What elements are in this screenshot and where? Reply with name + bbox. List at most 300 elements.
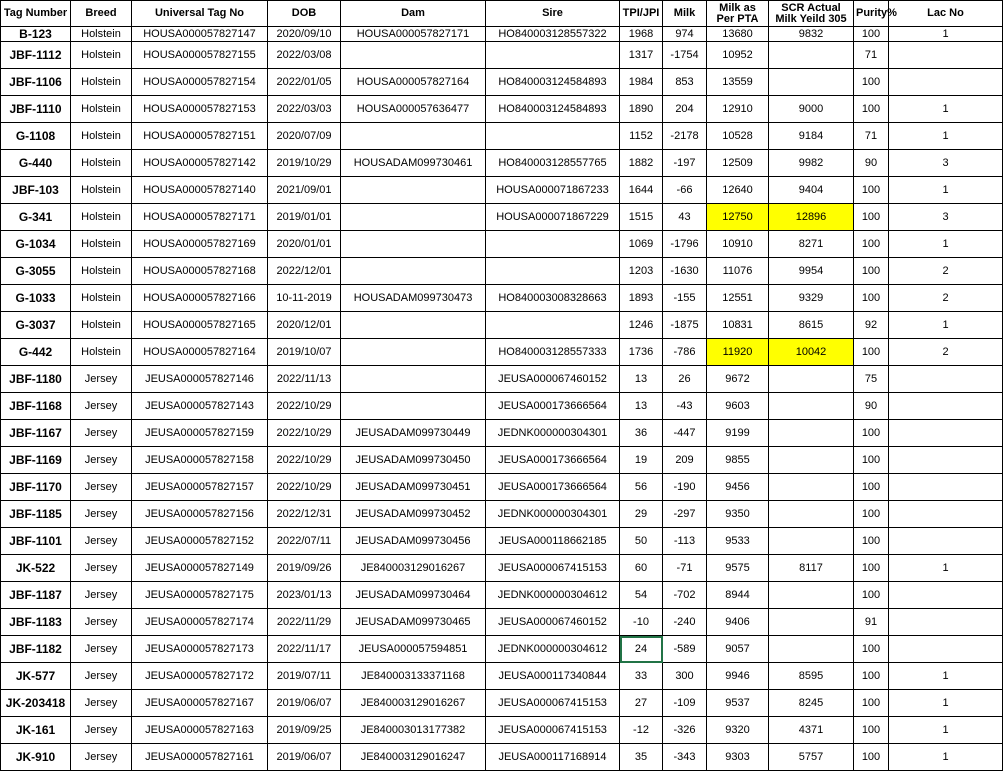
cell-lac-no[interactable] (889, 474, 1003, 501)
cell-scr-actual[interactable]: 8615 (769, 312, 854, 339)
cell-dob[interactable]: 2022/10/29 (268, 474, 341, 501)
cell-dam[interactable] (341, 204, 486, 231)
cell-milk[interactable]: 300 (663, 663, 707, 690)
cell-milk[interactable]: -109 (663, 690, 707, 717)
cell-milk[interactable]: 26 (663, 366, 707, 393)
cell-breed[interactable]: Holstein (71, 258, 132, 285)
cell-tpi-jpi[interactable]: 1968 (620, 27, 663, 42)
cell-lac-no[interactable]: 3 (889, 150, 1003, 177)
cell-dam[interactable] (341, 42, 486, 69)
cell-milk[interactable]: -240 (663, 609, 707, 636)
col-header-dob[interactable]: DOB (268, 1, 341, 27)
cell-milk-pta[interactable]: 9199 (707, 420, 769, 447)
cell-milk-pta[interactable]: 9303 (707, 744, 769, 771)
cell-lac-no[interactable] (889, 42, 1003, 69)
cell-milk[interactable]: -1875 (663, 312, 707, 339)
cell-scr-actual[interactable]: 9184 (769, 123, 854, 150)
cell-breed[interactable]: Holstein (71, 69, 132, 96)
cell-milk[interactable]: -1754 (663, 42, 707, 69)
cell-tpi-jpi[interactable]: -12 (620, 717, 663, 744)
cell-milk[interactable]: -1630 (663, 258, 707, 285)
cell-lac-no[interactable] (889, 393, 1003, 420)
cell-purity[interactable]: 100 (854, 744, 889, 771)
cell-milk[interactable]: -297 (663, 501, 707, 528)
cell-tpi-jpi[interactable]: 1644 (620, 177, 663, 204)
cell-purity[interactable]: 100 (854, 501, 889, 528)
cell-tag-number[interactable]: JBF-1180 (1, 366, 71, 393)
cell-tag-number[interactable]: JBF-103 (1, 177, 71, 204)
cell-tpi-jpi[interactable]: 35 (620, 744, 663, 771)
cell-tpi-jpi[interactable]: 1893 (620, 285, 663, 312)
cell-dam[interactable] (341, 177, 486, 204)
cell-sire[interactable]: JEDNK000000304301 (486, 501, 620, 528)
cell-breed[interactable]: Jersey (71, 609, 132, 636)
cell-dob[interactable]: 2019/07/11 (268, 663, 341, 690)
cell-milk[interactable]: -43 (663, 393, 707, 420)
col-header-lac-no[interactable]: Lac No (889, 1, 1003, 27)
cell-tpi-jpi[interactable]: 50 (620, 528, 663, 555)
cell-milk-pta[interactable]: 12551 (707, 285, 769, 312)
cell-sire[interactable]: JEUSA000173666564 (486, 447, 620, 474)
cell-milk[interactable]: -71 (663, 555, 707, 582)
cell-tag-number[interactable]: G-1108 (1, 123, 71, 150)
cell-dam[interactable] (341, 258, 486, 285)
cell-milk[interactable]: -326 (663, 717, 707, 744)
cell-milk[interactable]: 209 (663, 447, 707, 474)
cell-milk[interactable]: -589 (663, 636, 707, 663)
cell-milk-pta[interactable]: 9672 (707, 366, 769, 393)
cell-dam[interactable]: JEUSADAM099730449 (341, 420, 486, 447)
cell-milk-pta[interactable]: 12509 (707, 150, 769, 177)
cell-universal-tag[interactable]: HOUSA000057827147 (132, 27, 268, 42)
cell-lac-no[interactable]: 2 (889, 285, 1003, 312)
cell-milk-pta[interactable]: 9406 (707, 609, 769, 636)
cell-tag-number[interactable]: G-442 (1, 339, 71, 366)
cell-purity[interactable]: 90 (854, 150, 889, 177)
cell-milk[interactable]: 204 (663, 96, 707, 123)
cell-milk[interactable]: -1796 (663, 231, 707, 258)
cell-dob[interactable]: 2022/11/29 (268, 609, 341, 636)
cell-dob[interactable]: 2022/07/11 (268, 528, 341, 555)
col-header-scr-actual[interactable]: SCR Actual Milk Yeild 305 (769, 1, 854, 27)
cell-sire[interactable]: JEDNK000000304612 (486, 582, 620, 609)
cell-milk-pta[interactable]: 11076 (707, 258, 769, 285)
col-header-milk-pta[interactable]: Milk as Per PTA (707, 1, 769, 27)
cell-universal-tag[interactable]: HOUSA000057827140 (132, 177, 268, 204)
cell-milk-pta[interactable]: 12640 (707, 177, 769, 204)
cell-milk-pta[interactable]: 10910 (707, 231, 769, 258)
cell-purity[interactable]: 100 (854, 555, 889, 582)
cell-dob[interactable]: 2022/12/31 (268, 501, 341, 528)
cell-milk-pta[interactable]: 9456 (707, 474, 769, 501)
cell-breed[interactable]: Holstein (71, 27, 132, 42)
cell-universal-tag[interactable]: JEUSA000057827163 (132, 717, 268, 744)
cell-milk-pta[interactable]: 9575 (707, 555, 769, 582)
cell-breed[interactable]: Jersey (71, 744, 132, 771)
cell-tag-number[interactable]: JBF-1168 (1, 393, 71, 420)
cell-milk[interactable]: -155 (663, 285, 707, 312)
cell-universal-tag[interactable]: JEUSA000057827156 (132, 501, 268, 528)
cell-breed[interactable]: Holstein (71, 177, 132, 204)
cell-tpi-jpi[interactable]: 1882 (620, 150, 663, 177)
cell-scr-actual[interactable] (769, 366, 854, 393)
cell-dam[interactable] (341, 231, 486, 258)
cell-sire[interactable]: JEUSA000117168914 (486, 744, 620, 771)
cell-dam[interactable]: JE840003013177382 (341, 717, 486, 744)
col-header-sire[interactable]: Sire (486, 1, 620, 27)
cell-tag-number[interactable]: JBF-1182 (1, 636, 71, 663)
cell-tpi-jpi[interactable]: 1890 (620, 96, 663, 123)
cell-purity[interactable]: 100 (854, 27, 889, 42)
cell-breed[interactable]: Holstein (71, 312, 132, 339)
cell-sire[interactable] (486, 258, 620, 285)
cell-purity[interactable]: 100 (854, 231, 889, 258)
cell-scr-actual[interactable]: 9954 (769, 258, 854, 285)
cell-dam[interactable]: JEUSADAM099730456 (341, 528, 486, 555)
cell-purity[interactable]: 100 (854, 420, 889, 447)
cell-lac-no[interactable]: 1 (889, 555, 1003, 582)
cell-lac-no[interactable] (889, 447, 1003, 474)
cell-tpi-jpi[interactable]: 19 (620, 447, 663, 474)
cell-dob[interactable]: 2022/03/03 (268, 96, 341, 123)
cell-lac-no[interactable]: 1 (889, 312, 1003, 339)
cell-sire[interactable]: HO840003128557333 (486, 339, 620, 366)
cell-tpi-jpi[interactable]: -10 (620, 609, 663, 636)
cell-lac-no[interactable] (889, 582, 1003, 609)
cell-sire[interactable]: JEDNK000000304612 (486, 636, 620, 663)
cell-milk-pta[interactable]: 8944 (707, 582, 769, 609)
cell-milk[interactable]: -66 (663, 177, 707, 204)
cell-universal-tag[interactable]: HOUSA000057827164 (132, 339, 268, 366)
cell-dob[interactable]: 2022/10/29 (268, 447, 341, 474)
cell-scr-actual[interactable]: 9982 (769, 150, 854, 177)
cell-purity[interactable]: 100 (854, 636, 889, 663)
cell-purity[interactable]: 100 (854, 528, 889, 555)
cell-breed[interactable]: Holstein (71, 96, 132, 123)
cell-milk-pta[interactable]: 9533 (707, 528, 769, 555)
cell-dob[interactable]: 2020/01/01 (268, 231, 341, 258)
cell-scr-actual[interactable] (769, 69, 854, 96)
cell-tpi-jpi[interactable]: 24 (620, 636, 663, 663)
col-header-purity[interactable]: Purity% (854, 1, 889, 27)
cell-tag-number[interactable]: G-440 (1, 150, 71, 177)
cell-universal-tag[interactable]: JEUSA000057827175 (132, 582, 268, 609)
cell-tag-number[interactable]: JK-577 (1, 663, 71, 690)
cell-milk[interactable]: -190 (663, 474, 707, 501)
cell-milk[interactable]: -786 (663, 339, 707, 366)
cell-tpi-jpi[interactable]: 56 (620, 474, 663, 501)
col-header-dam[interactable]: Dam (341, 1, 486, 27)
cell-breed[interactable]: Jersey (71, 717, 132, 744)
cell-tpi-jpi[interactable]: 1317 (620, 42, 663, 69)
cell-lac-no[interactable]: 1 (889, 123, 1003, 150)
cell-scr-actual[interactable] (769, 447, 854, 474)
cell-dam[interactable]: JEUSADAM099730464 (341, 582, 486, 609)
cell-sire[interactable]: JEUSA000067460152 (486, 609, 620, 636)
cell-tag-number[interactable]: JK-161 (1, 717, 71, 744)
cell-dam[interactable]: JE840003129016267 (341, 690, 486, 717)
cell-tpi-jpi[interactable]: 1069 (620, 231, 663, 258)
cell-scr-actual[interactable] (769, 501, 854, 528)
cell-purity[interactable]: 100 (854, 285, 889, 312)
cell-dam[interactable]: HOUSA000057827164 (341, 69, 486, 96)
cell-dob[interactable]: 2019/09/25 (268, 717, 341, 744)
cell-milk-pta[interactable]: 10952 (707, 42, 769, 69)
cell-scr-actual[interactable] (769, 609, 854, 636)
cell-dam[interactable] (341, 312, 486, 339)
cell-milk[interactable]: -2178 (663, 123, 707, 150)
cell-dob[interactable]: 2019/01/01 (268, 204, 341, 231)
cell-scr-actual[interactable]: 12896 (769, 204, 854, 231)
cell-dam[interactable]: JE840003129016247 (341, 744, 486, 771)
cell-dam[interactable]: JEUSA000057594851 (341, 636, 486, 663)
cell-lac-no[interactable] (889, 636, 1003, 663)
cell-tag-number[interactable]: JBF-1112 (1, 42, 71, 69)
cell-lac-no[interactable]: 1 (889, 231, 1003, 258)
cell-breed[interactable]: Holstein (71, 42, 132, 69)
cell-tag-number[interactable]: G-1033 (1, 285, 71, 312)
cell-milk[interactable]: 853 (663, 69, 707, 96)
cell-milk-pta[interactable]: 11920 (707, 339, 769, 366)
cell-breed[interactable]: Jersey (71, 528, 132, 555)
cell-scr-actual[interactable]: 9329 (769, 285, 854, 312)
cell-dob[interactable]: 2019/10/07 (268, 339, 341, 366)
cell-tpi-jpi[interactable]: 1984 (620, 69, 663, 96)
cell-tag-number[interactable]: G-3037 (1, 312, 71, 339)
cell-universal-tag[interactable]: JEUSA000057827172 (132, 663, 268, 690)
cell-universal-tag[interactable]: JEUSA000057827167 (132, 690, 268, 717)
cell-purity[interactable]: 100 (854, 204, 889, 231)
cell-lac-no[interactable] (889, 420, 1003, 447)
cell-breed[interactable]: Holstein (71, 339, 132, 366)
cell-tag-number[interactable]: JBF-1169 (1, 447, 71, 474)
cell-milk-pta[interactable]: 13680 (707, 27, 769, 42)
cell-universal-tag[interactable]: JEUSA000057827173 (132, 636, 268, 663)
cell-dob[interactable]: 2020/07/09 (268, 123, 341, 150)
cell-sire[interactable]: JEDNK000000304301 (486, 420, 620, 447)
cell-dob[interactable]: 2019/10/29 (268, 150, 341, 177)
cell-breed[interactable]: Jersey (71, 366, 132, 393)
cell-scr-actual[interactable]: 8245 (769, 690, 854, 717)
cell-milk-pta[interactable]: 9855 (707, 447, 769, 474)
cell-purity[interactable]: 71 (854, 123, 889, 150)
cell-breed[interactable]: Jersey (71, 393, 132, 420)
cell-dam[interactable]: HOUSA000057827171 (341, 27, 486, 42)
cell-sire[interactable]: JEUSA000067415153 (486, 555, 620, 582)
cell-tag-number[interactable]: JK-522 (1, 555, 71, 582)
cell-dob[interactable]: 2019/09/26 (268, 555, 341, 582)
cell-universal-tag[interactable]: JEUSA000057827159 (132, 420, 268, 447)
cell-tpi-jpi[interactable]: 60 (620, 555, 663, 582)
cell-milk-pta[interactable]: 10831 (707, 312, 769, 339)
cell-dam[interactable]: JEUSADAM099730452 (341, 501, 486, 528)
cell-dam[interactable]: JEUSADAM099730451 (341, 474, 486, 501)
cell-universal-tag[interactable]: JEUSA000057827149 (132, 555, 268, 582)
cell-scr-actual[interactable]: 9000 (769, 96, 854, 123)
cell-breed[interactable]: Jersey (71, 582, 132, 609)
cell-tag-number[interactable]: JK-203418 (1, 690, 71, 717)
cell-dob[interactable]: 2020/09/10 (268, 27, 341, 42)
cell-dob[interactable]: 2019/06/07 (268, 690, 341, 717)
cell-breed[interactable]: Jersey (71, 420, 132, 447)
cell-sire[interactable]: JEUSA000067415153 (486, 690, 620, 717)
cell-sire[interactable]: JEUSA000173666564 (486, 393, 620, 420)
cell-sire[interactable]: JEUSA000117340844 (486, 663, 620, 690)
cell-purity[interactable]: 100 (854, 690, 889, 717)
cell-tag-number[interactable]: JBF-1187 (1, 582, 71, 609)
cell-tpi-jpi[interactable]: 27 (620, 690, 663, 717)
cell-universal-tag[interactable]: JEUSA000057827161 (132, 744, 268, 771)
cell-dam[interactable] (341, 123, 486, 150)
cell-scr-actual[interactable] (769, 528, 854, 555)
cell-tag-number[interactable]: G-341 (1, 204, 71, 231)
cell-tag-number[interactable]: G-1034 (1, 231, 71, 258)
cell-sire[interactable]: HOUSA000071867229 (486, 204, 620, 231)
cell-milk-pta[interactable]: 9350 (707, 501, 769, 528)
cell-universal-tag[interactable]: JEUSA000057827158 (132, 447, 268, 474)
cell-tag-number[interactable]: JK-910 (1, 744, 71, 771)
col-header-tag-number[interactable]: Tag Number (1, 1, 71, 27)
cell-tag-number[interactable]: JBF-1185 (1, 501, 71, 528)
cell-sire[interactable] (486, 312, 620, 339)
cell-dob[interactable]: 2022/03/08 (268, 42, 341, 69)
cell-tag-number[interactable]: JBF-1110 (1, 96, 71, 123)
cell-dob[interactable]: 2022/11/17 (268, 636, 341, 663)
cell-scr-actual[interactable]: 10042 (769, 339, 854, 366)
cell-breed[interactable]: Jersey (71, 447, 132, 474)
cell-purity[interactable]: 75 (854, 366, 889, 393)
cell-purity[interactable]: 91 (854, 609, 889, 636)
cell-universal-tag[interactable]: HOUSA000057827166 (132, 285, 268, 312)
cell-scr-actual[interactable]: 8595 (769, 663, 854, 690)
cell-scr-actual[interactable] (769, 393, 854, 420)
cell-universal-tag[interactable]: HOUSA000057827168 (132, 258, 268, 285)
cell-milk[interactable]: -447 (663, 420, 707, 447)
col-header-tpi-jpi[interactable]: TPI/JPI (620, 1, 663, 27)
cell-purity[interactable]: 71 (854, 42, 889, 69)
cell-dam[interactable]: HOUSADAM099730473 (341, 285, 486, 312)
cell-tpi-jpi[interactable]: 13 (620, 393, 663, 420)
cell-dob[interactable]: 2019/06/07 (268, 744, 341, 771)
cell-milk[interactable]: 43 (663, 204, 707, 231)
cell-scr-actual[interactable]: 9832 (769, 27, 854, 42)
cell-milk-pta[interactable]: 9057 (707, 636, 769, 663)
cell-purity[interactable]: 92 (854, 312, 889, 339)
cell-tpi-jpi[interactable]: 29 (620, 501, 663, 528)
cell-tpi-jpi[interactable]: 36 (620, 420, 663, 447)
cell-purity[interactable]: 100 (854, 69, 889, 96)
cell-tpi-jpi[interactable]: 1515 (620, 204, 663, 231)
cell-milk[interactable]: 974 (663, 27, 707, 42)
cell-universal-tag[interactable]: HOUSA000057827142 (132, 150, 268, 177)
cell-lac-no[interactable]: 2 (889, 339, 1003, 366)
cell-dob[interactable]: 2023/01/13 (268, 582, 341, 609)
cell-milk-pta[interactable]: 13559 (707, 69, 769, 96)
cell-scr-actual[interactable] (769, 420, 854, 447)
cell-breed[interactable]: Holstein (71, 150, 132, 177)
cell-dam[interactable] (341, 393, 486, 420)
cell-dam[interactable]: JE840003133371168 (341, 663, 486, 690)
cell-scr-actual[interactable] (769, 636, 854, 663)
cell-tag-number[interactable]: JBF-1167 (1, 420, 71, 447)
cell-sire[interactable]: HOUSA000071867233 (486, 177, 620, 204)
cell-sire[interactable]: JEUSA000173666564 (486, 474, 620, 501)
cell-tag-number[interactable]: JBF-1183 (1, 609, 71, 636)
cell-tpi-jpi[interactable]: 1203 (620, 258, 663, 285)
cell-universal-tag[interactable]: HOUSA000057827151 (132, 123, 268, 150)
cell-dam[interactable]: HOUSA000057636477 (341, 96, 486, 123)
cell-lac-no[interactable]: 1 (889, 744, 1003, 771)
cell-tpi-jpi[interactable]: 54 (620, 582, 663, 609)
cell-dam[interactable] (341, 366, 486, 393)
cell-lac-no[interactable]: 2 (889, 258, 1003, 285)
cell-scr-actual[interactable]: 5757 (769, 744, 854, 771)
cell-universal-tag[interactable]: HOUSA000057827165 (132, 312, 268, 339)
cell-dam[interactable]: JEUSADAM099730465 (341, 609, 486, 636)
cell-tpi-jpi[interactable]: 13 (620, 366, 663, 393)
cell-tpi-jpi[interactable]: 1246 (620, 312, 663, 339)
cell-sire[interactable] (486, 123, 620, 150)
cell-breed[interactable]: Jersey (71, 690, 132, 717)
cell-sire[interactable]: JEUSA000067460152 (486, 366, 620, 393)
cell-dam[interactable]: JE840003129016267 (341, 555, 486, 582)
cell-purity[interactable]: 100 (854, 96, 889, 123)
cell-dob[interactable]: 2022/10/29 (268, 420, 341, 447)
cell-scr-actual[interactable]: 4371 (769, 717, 854, 744)
cell-lac-no[interactable] (889, 501, 1003, 528)
cell-lac-no[interactable] (889, 366, 1003, 393)
cell-purity[interactable]: 100 (854, 447, 889, 474)
cell-dob[interactable]: 2022/12/01 (268, 258, 341, 285)
cell-scr-actual[interactable] (769, 42, 854, 69)
cell-tag-number[interactable]: JBF-1101 (1, 528, 71, 555)
cell-lac-no[interactable]: 3 (889, 204, 1003, 231)
cell-scr-actual[interactable]: 9404 (769, 177, 854, 204)
cell-milk-pta[interactable]: 9320 (707, 717, 769, 744)
cell-lac-no[interactable]: 1 (889, 663, 1003, 690)
cell-purity[interactable]: 100 (854, 339, 889, 366)
cell-dob[interactable]: 2020/12/01 (268, 312, 341, 339)
cell-tag-number[interactable]: JBF-1106 (1, 69, 71, 96)
cell-sire[interactable]: JEUSA000067415153 (486, 717, 620, 744)
cell-tag-number[interactable]: G-3055 (1, 258, 71, 285)
cell-universal-tag[interactable]: HOUSA000057827169 (132, 231, 268, 258)
cell-lac-no[interactable]: 1 (889, 690, 1003, 717)
cell-sire[interactable]: HO840003128557765 (486, 150, 620, 177)
cell-breed[interactable]: Holstein (71, 285, 132, 312)
cell-universal-tag[interactable]: JEUSA000057827143 (132, 393, 268, 420)
cell-lac-no[interactable] (889, 528, 1003, 555)
cell-purity[interactable]: 100 (854, 258, 889, 285)
cell-milk[interactable]: -702 (663, 582, 707, 609)
col-header-breed[interactable]: Breed (71, 1, 132, 27)
cell-lac-no[interactable]: 1 (889, 717, 1003, 744)
cell-dam[interactable]: HOUSADAM099730461 (341, 150, 486, 177)
cell-lac-no[interactable]: 1 (889, 177, 1003, 204)
cell-lac-no[interactable]: 1 (889, 27, 1003, 42)
cell-breed[interactable]: Jersey (71, 636, 132, 663)
cell-sire[interactable]: HO840003008328663 (486, 285, 620, 312)
cell-universal-tag[interactable]: HOUSA000057827171 (132, 204, 268, 231)
cell-breed[interactable]: Jersey (71, 501, 132, 528)
cell-universal-tag[interactable]: JEUSA000057827146 (132, 366, 268, 393)
cell-milk-pta[interactable]: 9537 (707, 690, 769, 717)
cell-lac-no[interactable]: 1 (889, 96, 1003, 123)
cell-universal-tag[interactable]: HOUSA000057827154 (132, 69, 268, 96)
cell-tpi-jpi[interactable]: 33 (620, 663, 663, 690)
cell-breed[interactable]: Jersey (71, 474, 132, 501)
cell-dam[interactable] (341, 339, 486, 366)
